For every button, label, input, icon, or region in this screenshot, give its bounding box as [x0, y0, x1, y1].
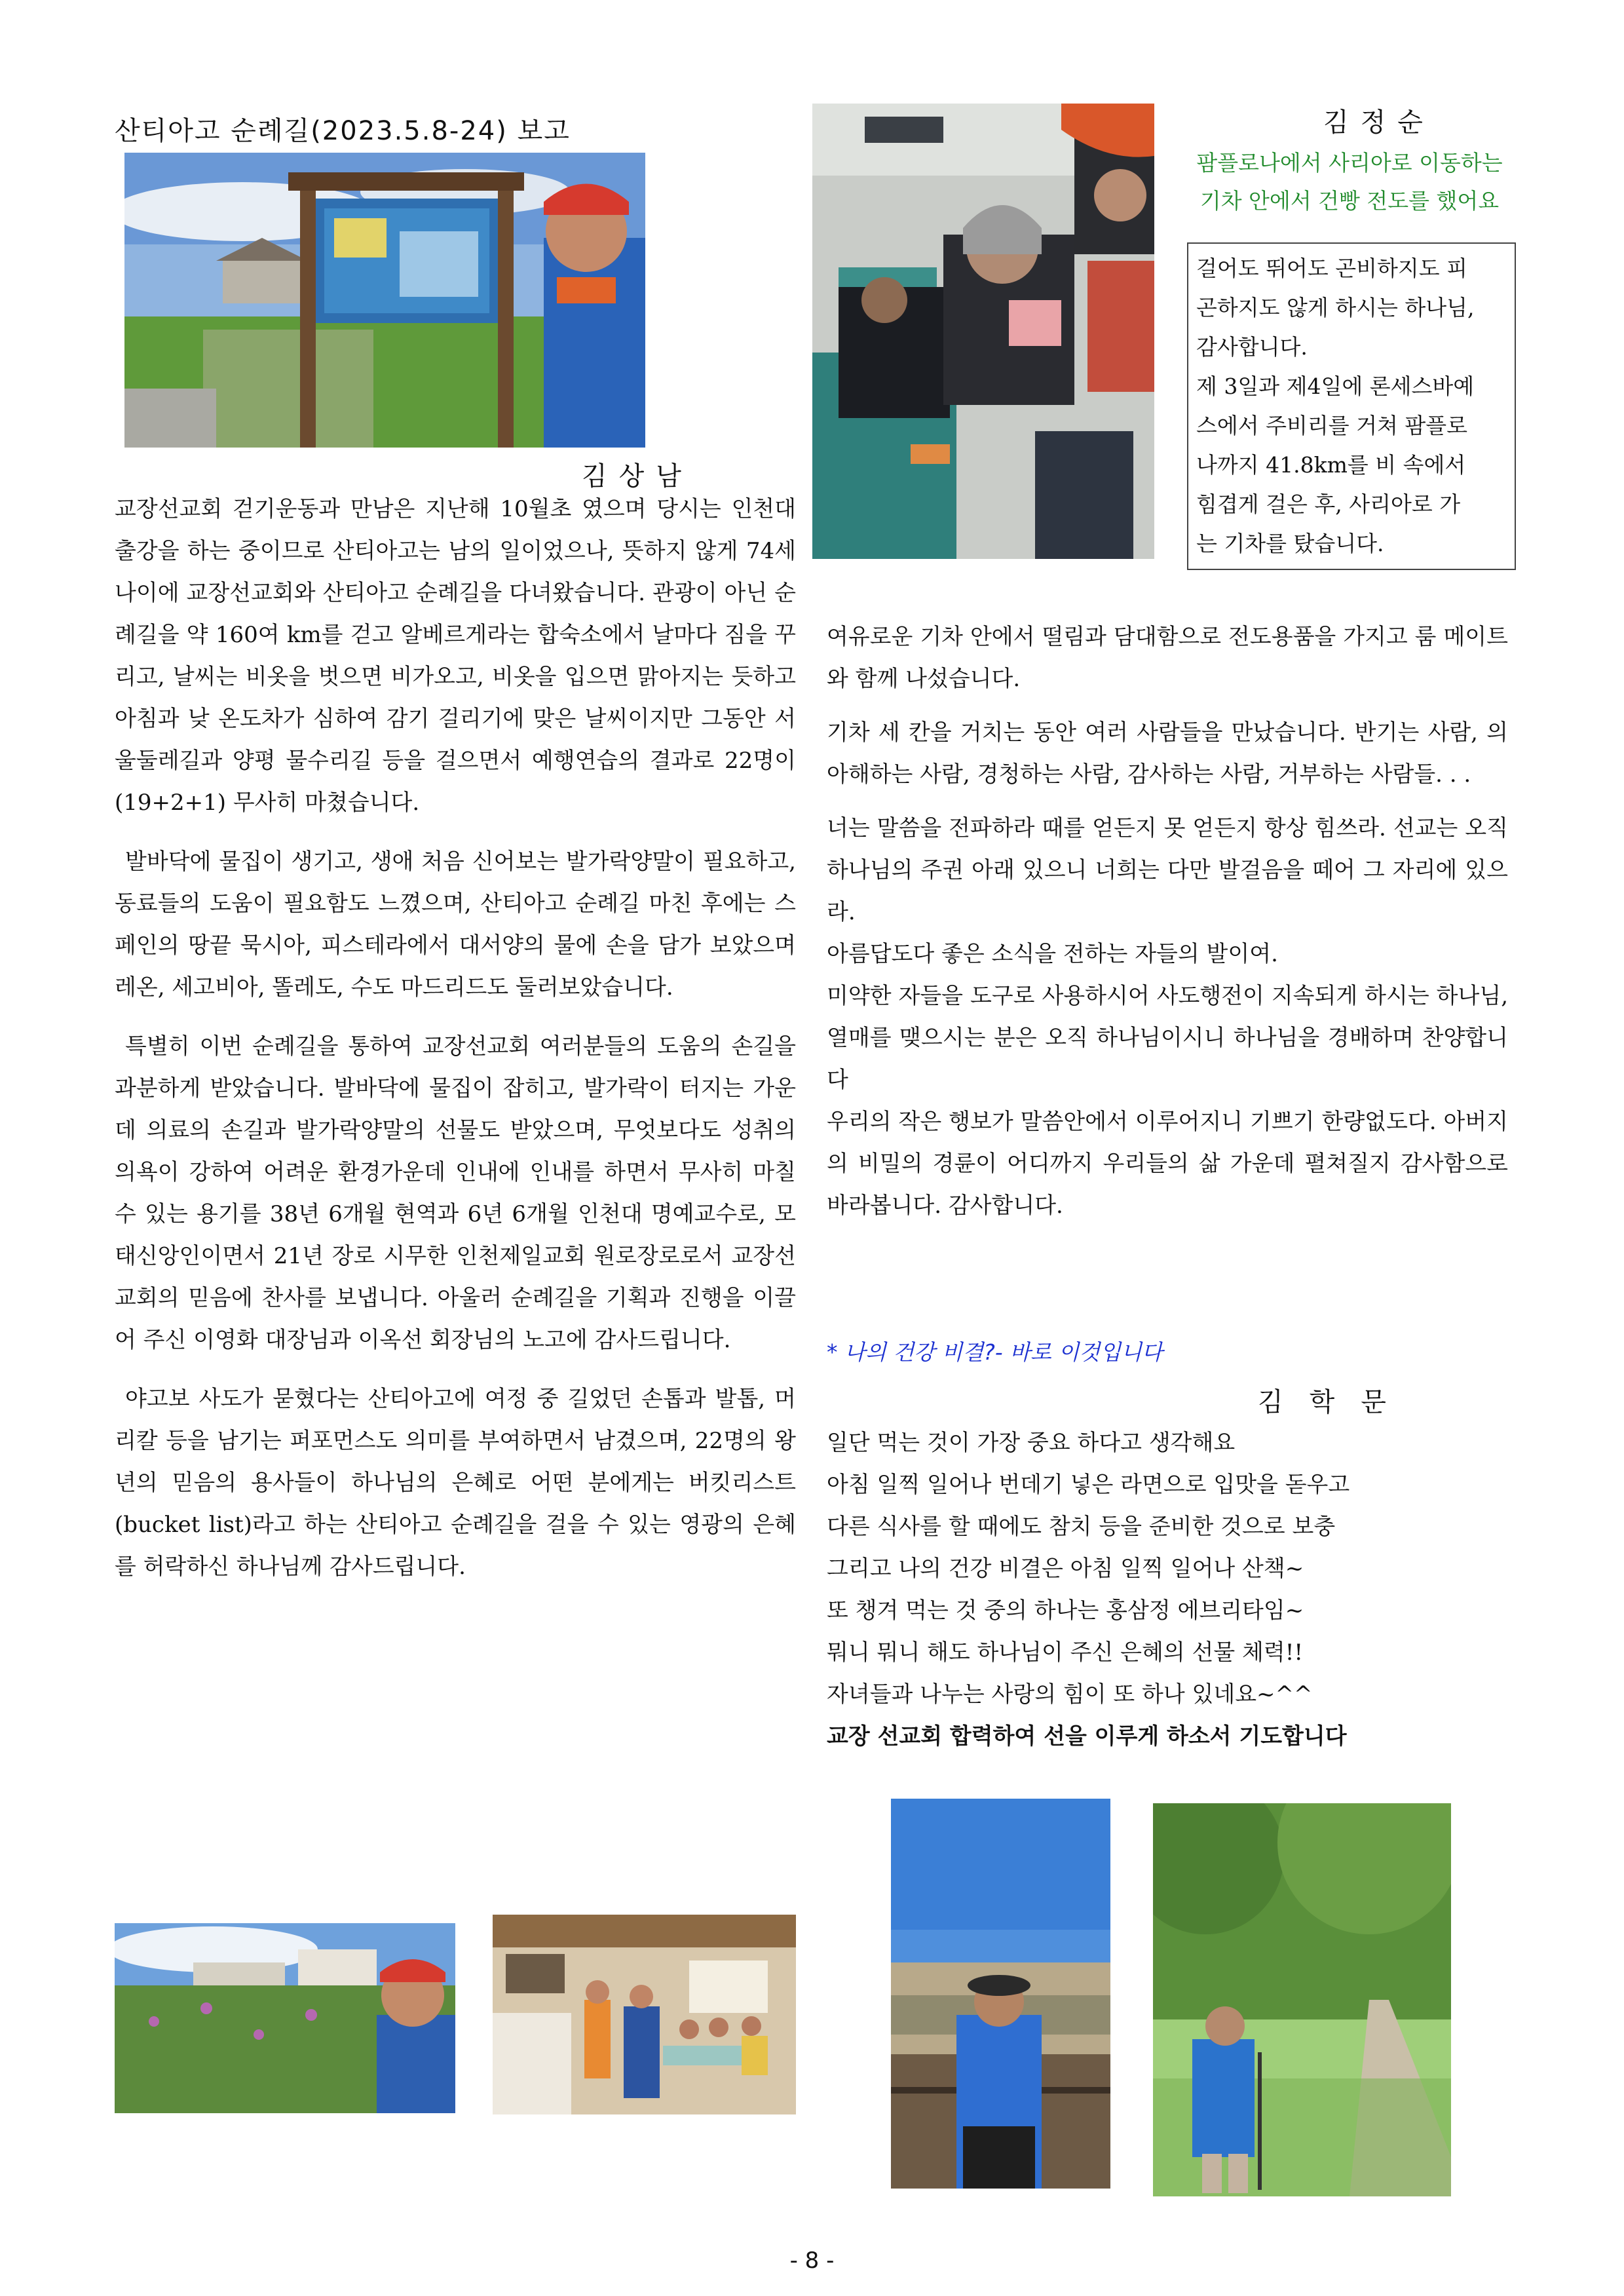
photo-trail	[1153, 1803, 1451, 2196]
author-name-right-top: 김정순	[1323, 107, 1435, 138]
box-line: 는 기차를 탔습니다.	[1196, 531, 1384, 556]
box-line: 곤하지도 않게 하시는 하나님,	[1196, 295, 1475, 320]
text-line: 자녀들과 나누는 사랑의 힘이 또 하나 있네요~^^	[827, 1681, 1313, 1708]
photo-caption	[1182, 144, 1517, 220]
page-number: - 8 -	[789, 2248, 835, 2274]
caption-line: 기차 안에서 건빵 전도를 했어요	[1199, 188, 1500, 214]
boxed-note	[1187, 242, 1516, 570]
right-body-text	[827, 616, 1508, 1227]
paragraph: 야고보 사도가 묻혔다는 산티아고에 여정 중 길었던 손톱과 발톱, 머리칼 등을 남기는 퍼포먼스도 의미를 부여하면서 남겼으며, 22명의 왕년의 믿음의 용사들이 하나님의 은혜로 어떤 분에게는 버킷리스트(bucket list)라고 하는 산티아고 순례길을 걸을 수 있는 영광의 은혜를 허락하신 하나님께 감사드립니다.	[115, 1386, 796, 1580]
box-line: 걸어도 뛰어도 곤비하지도 피	[1196, 256, 1468, 281]
box-line: 힘겹게 걸은 후, 사리아로 가	[1196, 491, 1461, 517]
photo-overlook	[891, 1799, 1110, 2189]
paragraph: 발바닥에 물집이 생기고, 생애 처음 신어보는 발가락양말이 필요하고, 동료들의 도움이 필요함도 느꼈으며, 산티아고 순례길 마친 후에는 스페인의 땅끝 묵시아, 피스테라에서 대서양의 물에 손을 담가 보았으며 레온, 세고비아, 똘레도, 수도 마드리드도 둘러보았습니다.	[115, 849, 796, 1001]
author-name-right-bottom: 김학문	[1258, 1387, 1412, 1417]
caption-line: 팜플로나에서 사리아로 이동하는	[1196, 150, 1503, 176]
section-title: * 나의 건강 비결?- 바로 이것입니다	[827, 1339, 1163, 1365]
paragraph: 너는 말씀을 전파하라 때를 얻든지 못 얻든지 항상 힘쓰라. 선교는 오직 하나님의 주권 아래 있으니 너희는 다만 발걸음을 떼어 그 자리에 있으라.	[827, 815, 1508, 925]
text-line: 아침 일찍 일어나 번데기 넣은 라면으로 입맛을 돋우고	[827, 1472, 1350, 1498]
box-line: 나까지 41.8km를 비 속에서	[1196, 452, 1466, 478]
paragraph: 기차 세 칸을 거치는 동안 여러 사람들을 만났습니다. 반기는 사람, 의아해하는 사람, 경청하는 사람, 감사하는 사람, 거부하는 사람들. . .	[827, 719, 1508, 788]
photo-indoor	[493, 1915, 796, 2114]
closing-line: 교장 선교회 합력하여 선을 이루게 하소서 기도합니다	[827, 1723, 1347, 1750]
paragraph: 특별히 이번 순례길을 통하여 교장선교회 여러분들의 도움의 손길을 과분하게 받았습니다. 발바닥에 물집이 잡히고, 발가락이 터지는 가운데 의료의 손길과 발가락양말의 선물도 받았으며, 무엇보다도 성취의 의욕이 강하여 어려운 환경가운데 인내에 인내를 하면서 무사히 마칠 수 있는 용기를 38년 6개월 현역과 6년 6개월 인천대 명예교수로, 모태신앙인이면서 21년 장로 시무한 인천제일교회 원로장로로서 교장선교회의 믿음에 찬사를 보냅니다. 아울러 순례길을 기획과 진행을 이끌어 주신 이영화 대장님과 이옥선 회장님의 노고에 감사드립니다.	[115, 1033, 796, 1353]
paragraph: 여유로운 기차 안에서 떨림과 담대함으로 전도용품을 가지고 룸 메이트와 함께 나섰습니다.	[827, 624, 1508, 692]
paragraph: 우리의 작은 행보가 말씀안에서 이루어지니 기쁘기 한량없도다. 아버지의 비밀의 경륜이 어디까지 우리들의 삶 가운데 펼쳐질지 감사함으로 바라봅니다. 감사합니다.	[827, 1109, 1508, 1219]
article-title: 산티아고 순례길(2023.5.8-24) 보고	[115, 116, 571, 146]
photo-signboard	[124, 153, 645, 448]
text-line: 일단 먹는 것이 가장 중요 하다고 생각해요	[827, 1430, 1236, 1456]
health-text	[827, 1422, 1515, 1757]
box-line: 제 3일과 제4일에 론세스바예	[1196, 373, 1475, 399]
photo-field	[115, 1923, 455, 2113]
photo-train	[812, 104, 1154, 559]
text-line: 그리고 나의 건강 비결은 아침 일찍 일어나 산책~	[827, 1556, 1304, 1582]
left-body-text	[115, 488, 796, 1588]
text-line: 다른 식사를 할 때에도 참치 등을 준비한 것으로 보충	[827, 1514, 1336, 1540]
box-line: 감사합니다.	[1196, 334, 1308, 360]
text-line: 뭐니 뭐니 해도 하나님이 주신 은혜의 선물 체력!!	[827, 1639, 1304, 1666]
author-name-left: 김상남	[582, 461, 693, 491]
paragraph: 아름답도다 좋은 소식을 전하는 자들의 발이여.	[827, 941, 1278, 967]
paragraph: 미약한 자들을 도구로 사용하시어 사도행전이 지속되게 하시는 하나님, 열매를 맺으시는 분은 오직 하나님이시니 하나님을 경배하며 찬양합니다	[827, 983, 1508, 1093]
paragraph: 교장선교회 걷기운동과 만남은 지난해 10월초 였으며 당시는 인천대 출강을 하는 중이므로 산티아고는 남의 일이었으나, 뜻하지 않게 74세 나이에 교장선교회와 산티아고 순례길을 다녀왔습니다. 관광이 아닌 순례길을 약 160여 km를 걷고 알베르게라는 합숙소에서 날마다 짐을 꾸리고, 날씨는 비옷을 벗으면 비가오고, 비옷을 입으면 맑아지는 듯하고 아침과 낮 온도차가 심하여 감기 걸리기에 맞은 날씨이지만 그동안 서울둘레길과 양평 물수리길 등을 걸으면서 예행연습의 결과로 22명이(19+2+1) 무사히 마쳤습니다.	[115, 496, 796, 816]
box-line: 스에서 주비리를 거쳐 팜플로	[1196, 413, 1468, 438]
text-line: 또 챙겨 먹는 것 중의 하나는 홍삼정 에브리타임~	[827, 1598, 1304, 1624]
